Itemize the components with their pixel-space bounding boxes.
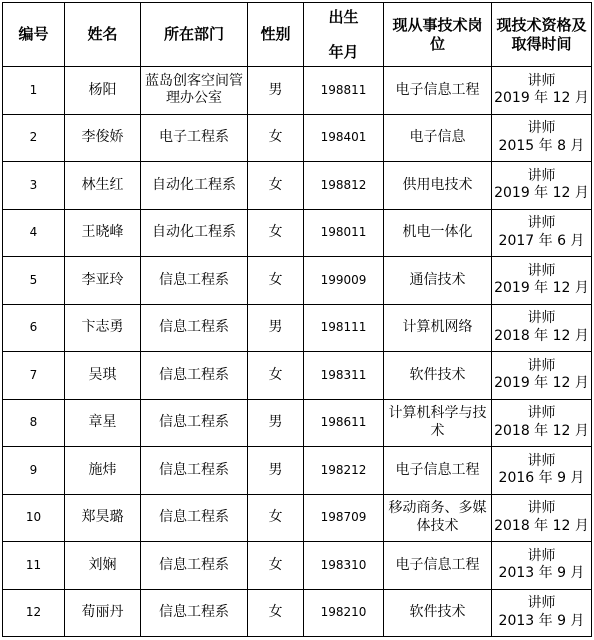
cell-position: 通信技术: [384, 257, 492, 305]
qualification-date: 2017 年 6 月: [498, 232, 585, 249]
cell-qualification: [492, 162, 592, 210]
qualification-title: 讲师: [527, 547, 556, 564]
header-no: 编号: [3, 3, 65, 67]
cell-position: 机电一体化: [384, 209, 492, 257]
cell-birth: 198401: [304, 114, 384, 162]
header-birth-bottom: 年月: [328, 42, 359, 61]
cell-dept: 信息工程系: [141, 257, 248, 305]
cell-birth: 198212: [304, 447, 384, 495]
header-row: [3, 3, 592, 67]
cell-qualification: [492, 67, 592, 115]
qualification-title: 讲师: [527, 167, 556, 184]
table-body: [3, 67, 592, 637]
cell-gender: 女: [248, 209, 304, 257]
cell-position: 软件技术: [384, 352, 492, 400]
cell-gender: 女: [248, 589, 304, 637]
cell-birth: 198210: [304, 589, 384, 637]
cell-no: 9: [3, 447, 65, 495]
table-row: [3, 162, 592, 210]
cell-gender: 女: [248, 352, 304, 400]
qualification-title: 讲师: [527, 72, 556, 89]
cell-position: 移动商务、多媒体技术: [384, 494, 492, 542]
table-row: [3, 494, 592, 542]
qualification-date: 2019 年 12 月: [494, 185, 589, 202]
cell-position: 电子信息工程: [384, 542, 492, 590]
qualification-date: 2018 年 12 月: [494, 517, 589, 534]
table-row: [3, 67, 592, 115]
table-row: [3, 352, 592, 400]
cell-no: 6: [3, 304, 65, 352]
cell-position: 电子信息工程: [384, 447, 492, 495]
cell-qualification: [492, 209, 592, 257]
qualification-title: 讲师: [527, 595, 556, 612]
table-row: [3, 209, 592, 257]
cell-name: 章星: [65, 399, 141, 447]
cell-birth: 198709: [304, 494, 384, 542]
cell-birth: 198311: [304, 352, 384, 400]
cell-qualification: [492, 542, 592, 590]
cell-name: 李亚玲: [65, 257, 141, 305]
qualification-date: 2019 年 12 月: [494, 375, 589, 392]
cell-name: 吴琪: [65, 352, 141, 400]
qualification-date: 2013 年 9 月: [498, 612, 585, 629]
table-row: [3, 542, 592, 590]
header-birth: [304, 3, 384, 67]
cell-qualification: [492, 399, 592, 447]
table-row: [3, 399, 592, 447]
qualification-date: 2013 年 9 月: [498, 565, 585, 582]
cell-name: 杨阳: [65, 67, 141, 115]
cell-dept: 信息工程系: [141, 542, 248, 590]
table-row: [3, 447, 592, 495]
cell-dept: 电子工程系: [141, 114, 248, 162]
cell-qualification: [492, 257, 592, 305]
header-qualification: 现技术资格及取得时间: [492, 3, 592, 67]
cell-name: 李俊娇: [65, 114, 141, 162]
cell-gender: 女: [248, 494, 304, 542]
cell-name: 荀丽丹: [65, 589, 141, 637]
table-row: [3, 589, 592, 637]
cell-name: 施炜: [65, 447, 141, 495]
cell-birth: 198611: [304, 399, 384, 447]
qualification-date: 2016 年 9 月: [498, 470, 585, 487]
qualification-title: 讲师: [527, 405, 556, 422]
qualification-title: 讲师: [527, 262, 556, 279]
cell-birth: 198310: [304, 542, 384, 590]
cell-dept: 信息工程系: [141, 352, 248, 400]
cell-qualification: [492, 494, 592, 542]
qualification-title: 讲师: [527, 215, 556, 232]
cell-no: 5: [3, 257, 65, 305]
qualification-title: 讲师: [527, 452, 556, 469]
cell-dept: 信息工程系: [141, 494, 248, 542]
cell-qualification: [492, 114, 592, 162]
cell-gender: 女: [248, 257, 304, 305]
table-row: [3, 114, 592, 162]
cell-no: 4: [3, 209, 65, 257]
cell-dept: 自动化工程系: [141, 209, 248, 257]
cell-gender: 男: [248, 67, 304, 115]
qualification-date: 2019 年 12 月: [494, 280, 589, 297]
cell-birth: 198812: [304, 162, 384, 210]
cell-qualification: [492, 447, 592, 495]
cell-dept: 信息工程系: [141, 447, 248, 495]
qualification-date: 2018 年 12 月: [494, 422, 589, 439]
cell-gender: 男: [248, 399, 304, 447]
cell-no: 11: [3, 542, 65, 590]
cell-no: 2: [3, 114, 65, 162]
cell-birth: 198111: [304, 304, 384, 352]
cell-birth: 199009: [304, 257, 384, 305]
cell-qualification: [492, 304, 592, 352]
header-name: 姓名: [65, 3, 141, 67]
qualification-date: 2019 年 12 月: [494, 90, 589, 107]
cell-birth: 198811: [304, 67, 384, 115]
qualification-title: 讲师: [527, 310, 556, 327]
qualification-title: 讲师: [527, 500, 556, 517]
cell-position: 供用电技术: [384, 162, 492, 210]
qualification-date: 2018 年 12 月: [494, 327, 589, 344]
cell-dept: 自动化工程系: [141, 162, 248, 210]
cell-birth: 198011: [304, 209, 384, 257]
cell-dept: 蓝岛创客空间管理办公室: [141, 67, 248, 115]
cell-name: 郑昊璐: [65, 494, 141, 542]
cell-gender: 女: [248, 162, 304, 210]
staff-table: [2, 2, 592, 637]
qualification-title: 讲师: [527, 357, 556, 374]
cell-no: 1: [3, 67, 65, 115]
cell-qualification: [492, 589, 592, 637]
qualification-title: 讲师: [527, 120, 556, 137]
header-dept: 所在部门: [141, 3, 248, 67]
cell-no: 10: [3, 494, 65, 542]
table-row: [3, 257, 592, 305]
cell-dept: 信息工程系: [141, 304, 248, 352]
cell-position: 计算机科学与技术: [384, 399, 492, 447]
cell-name: 刘娴: [65, 542, 141, 590]
qualification-date: 2015 年 8 月: [498, 137, 585, 154]
cell-gender: 男: [248, 304, 304, 352]
cell-name: 王晓峰: [65, 209, 141, 257]
cell-position: 软件技术: [384, 589, 492, 637]
cell-dept: 信息工程系: [141, 589, 248, 637]
header-birth-top: 出生: [328, 7, 359, 26]
table-row: [3, 304, 592, 352]
cell-qualification: [492, 352, 592, 400]
cell-dept: 信息工程系: [141, 399, 248, 447]
cell-gender: 女: [248, 114, 304, 162]
cell-name: 林生红: [65, 162, 141, 210]
cell-no: 8: [3, 399, 65, 447]
cell-no: 7: [3, 352, 65, 400]
header-gender: 性别: [248, 3, 304, 67]
cell-gender: 男: [248, 447, 304, 495]
header-position: 现从事技术岗位: [384, 3, 492, 67]
cell-no: 3: [3, 162, 65, 210]
cell-name: 卞志勇: [65, 304, 141, 352]
cell-position: 电子信息: [384, 114, 492, 162]
cell-gender: 女: [248, 542, 304, 590]
cell-position: 计算机网络: [384, 304, 492, 352]
cell-no: 12: [3, 589, 65, 637]
cell-position: 电子信息工程: [384, 67, 492, 115]
